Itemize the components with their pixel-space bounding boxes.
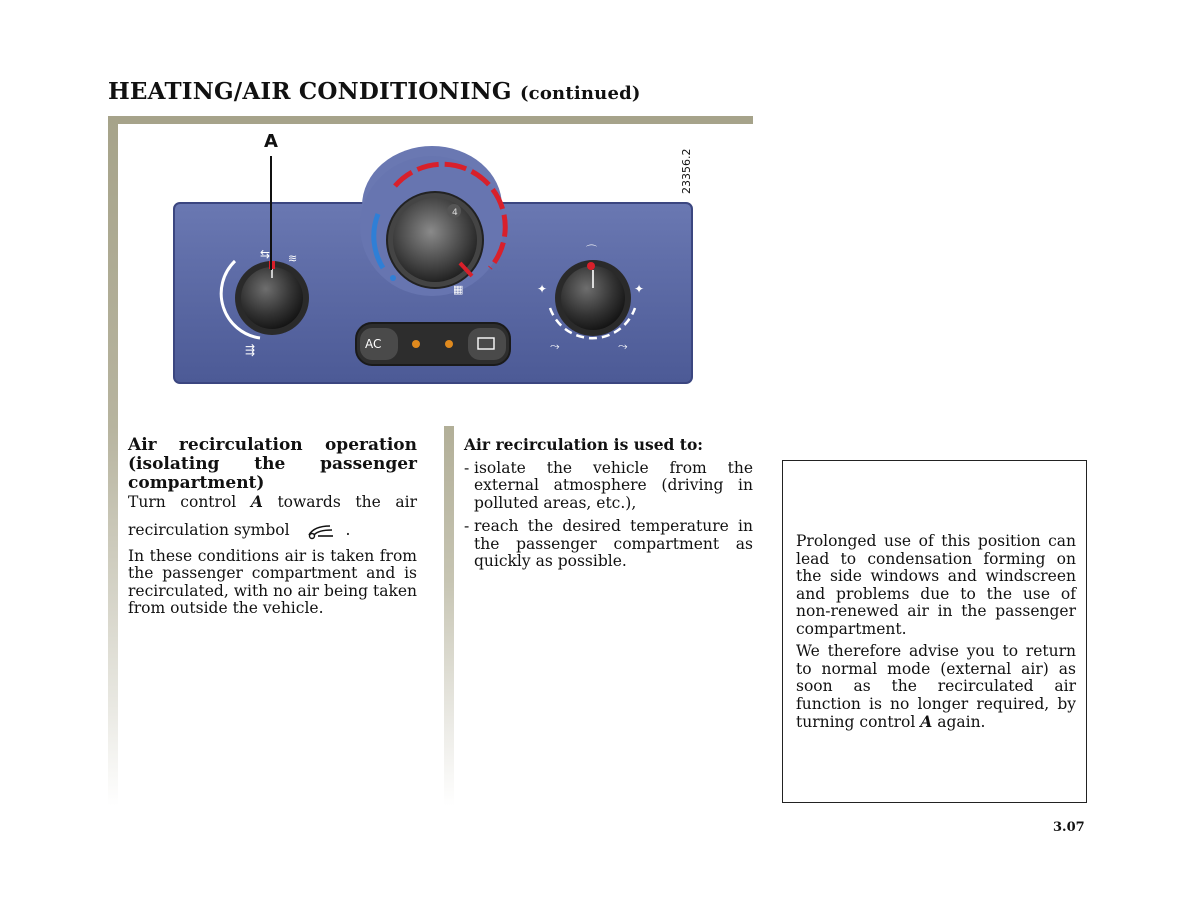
left-text-column xyxy=(128,436,417,618)
frame-top-bar xyxy=(108,116,753,124)
instruction-paragraph xyxy=(128,493,417,512)
page-title-suffix: (continued) xyxy=(519,83,641,104)
instruction-symbol-line xyxy=(128,522,417,540)
column-divider-bar xyxy=(444,426,454,806)
section-heading xyxy=(128,436,417,493)
recirculation-icon xyxy=(306,522,336,540)
ac-button-label: AC xyxy=(365,337,382,351)
ac-button[interactable] xyxy=(360,328,398,360)
distribution-indicator xyxy=(587,262,595,270)
right-text-column xyxy=(464,436,753,577)
page-number: 3.07 xyxy=(1053,820,1085,835)
usage-list xyxy=(464,460,753,571)
feet-vent-icon: ⤳ xyxy=(550,339,560,353)
usage-list-item: - reach the desired temperature in the passenger compartment as quickly as possible. xyxy=(464,518,753,571)
windscreen-vent-icon: ⌒ xyxy=(586,244,597,257)
warning-paragraph-2-text: We therefore advise you to return to normal mode (external air) as soon as the recirculated air function is no longer required, by turning control xyxy=(796,642,1076,731)
windscreen-face-vent-icon: ✦ xyxy=(634,282,645,296)
instruction-symbol-text: recirculation symbol xyxy=(128,520,290,539)
usage-list-item: - isolate the vehicle from the external atmosphere (driving in polluted areas, etc.), xyxy=(464,460,753,513)
warning-paragraph-2-end: again. xyxy=(932,713,986,731)
recirculation-mark-icon: ⇆ xyxy=(260,247,271,261)
temperature-knob[interactable] xyxy=(387,192,483,288)
rear-demist-indicator-light xyxy=(445,340,453,348)
section-heading-line-2: (isolating the passenger xyxy=(128,454,417,474)
illustration-reference-code: 23356.2 xyxy=(680,148,693,194)
control-panel-illustration xyxy=(150,128,710,398)
conditions-paragraph: In these conditions air is taken from the passenger compartment and is recirculated, with no air being taken from outside the vehicle. xyxy=(128,546,417,617)
instruction-text-end: towards the air xyxy=(262,493,417,511)
warning-control-a-reference: A xyxy=(920,712,933,731)
section-heading-line-1: Air recirculation operation xyxy=(128,435,417,455)
fresh-air-mark-icon: ≋ xyxy=(288,252,298,265)
face-vent-icon: ✦ xyxy=(537,282,548,296)
instruction-symbol-period: . xyxy=(345,520,351,539)
usage-subheading: Air recirculation is used to: xyxy=(464,435,704,454)
warning-paragraph-2 xyxy=(796,643,1076,732)
warning-box xyxy=(782,460,1087,803)
instruction-text-start: Turn control xyxy=(128,493,251,511)
page-title xyxy=(108,78,641,105)
windscreen-heat-icon: ▦ xyxy=(453,283,464,296)
fan-dial-number: 4 xyxy=(452,208,458,218)
feet-windscreen-vent-icon: ⤳ xyxy=(618,339,628,353)
control-a-label: A xyxy=(264,131,278,152)
frame-left-bar xyxy=(108,116,118,806)
warning-text xyxy=(796,533,1076,732)
ac-indicator-light xyxy=(412,340,420,348)
cold-dot xyxy=(390,275,396,281)
warning-paragraph-1: Prolonged use of this position can lead to condensation forming on the side windows and windscreen and problems due to the use of non-renewed air in the passenger compartment. xyxy=(796,532,1076,638)
outside-air-mark-icon: ⇶ xyxy=(245,343,256,357)
control-a-reference: A xyxy=(250,492,263,511)
rear-demist-button[interactable] xyxy=(468,328,506,360)
page-title-main: HEATING/AIR CONDITIONING xyxy=(108,78,512,105)
section-heading-line-3: compartment) xyxy=(128,473,265,493)
